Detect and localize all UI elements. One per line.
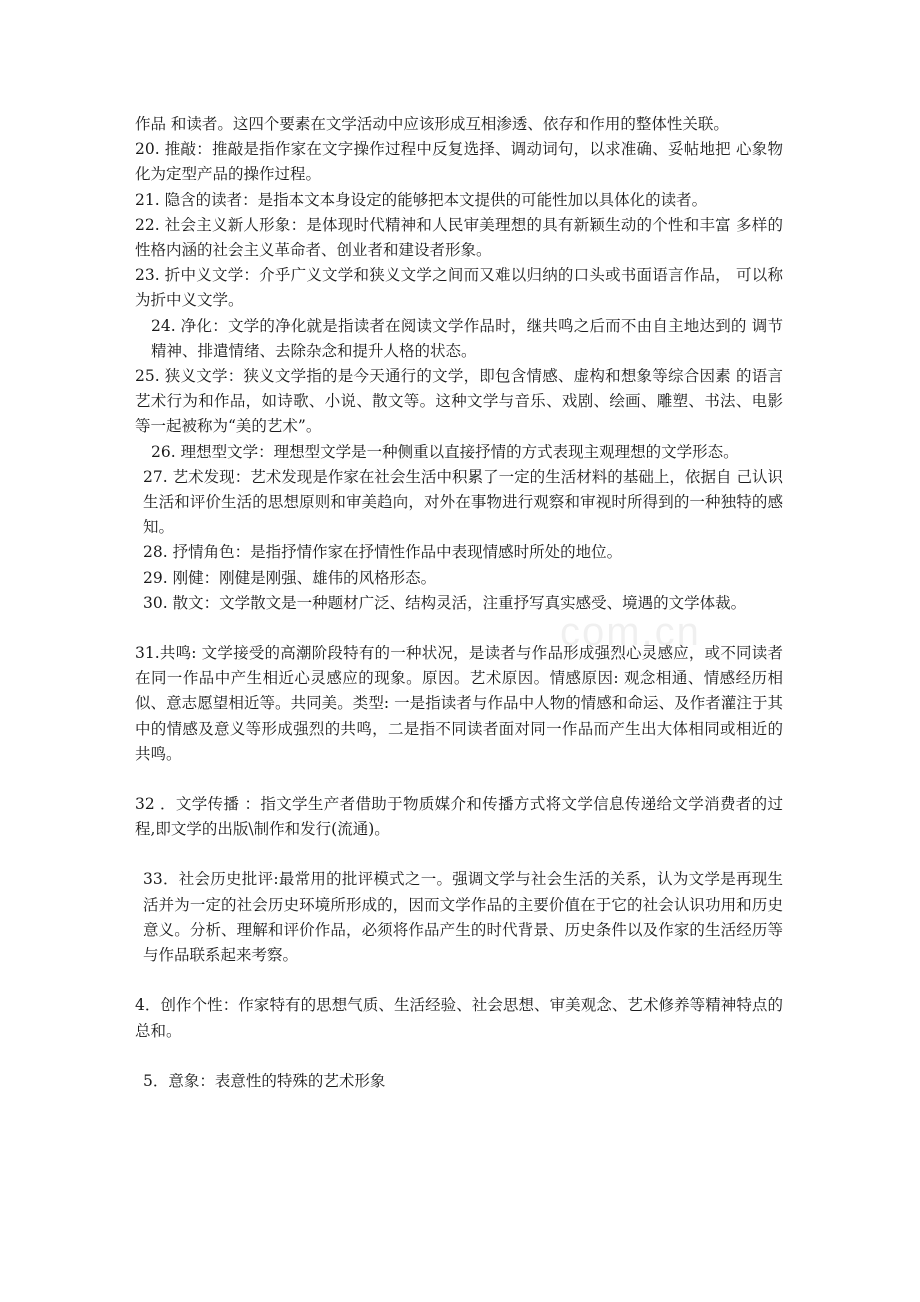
paragraph-spacer <box>135 767 783 792</box>
paragraph-28: 28. 抒情角色：是指抒情作家在抒情性作品中表现情感时所处的地位。 <box>143 543 623 562</box>
paragraph-33: 33．社会历史批评:最常用的批评模式之一。强调文学与社会生活的关系，认为文学是再现生活并为一定的社会历史环境所形成的，因而文学作品的主要价值在于它的社会认识功用和历史意义。分析、理解和评价作品，必须将作品产生的时代背景、历史条件以及作家的生活经历等与作品联系起来考察。 <box>143 870 783 965</box>
watermark-text: com.cn <box>560 610 701 654</box>
paragraph-32: 32 ．文学传播 ：指文学生产者借助于物质媒介和传播方式将文学信息传递给文学消费者的过 程,即文学的出版\制作和发行(流通)。 <box>135 795 783 839</box>
paragraph-29: 29. 刚健：刚健是刚强、雄伟的风格形态。 <box>143 568 437 587</box>
paragraph-26: 26. 理想型文学：理想型文学是一种侧重以直接抒情的方式表现主观理想的文学形态。 <box>151 442 739 461</box>
document-body <box>135 112 783 1094</box>
paragraph-4: 4．创作个性：作家特有的思想气质、生活经验、社会思想、审美观念、艺术修养等精神特点的总和。 <box>135 996 783 1040</box>
paragraph-20: 20. 推敲：推敲是指作家在文字操作过程中反复选择、调动词句，以求准确、妥帖地把 心象物化为定型产品的操作过程。 <box>135 140 783 184</box>
paragraph-30: 30. 散文：文学散文是一种题材广泛、结构灵活，注重抒写真实感受、境遇的文学体裁。 <box>143 593 747 612</box>
paragraph-spacer <box>135 842 783 867</box>
paragraph-27: 27. 艺术发现：艺术发现是作家在社会生活中积累了一定的生活材料的基础上，依据自 己认识生活和评价生活的思想原则和审美趋向，对外在事物进行观察和审视时所得到的一种独特的感知。 <box>143 467 783 537</box>
paragraph-5: 5．意象：表意性的特殊的艺术形象 <box>143 1071 386 1090</box>
paragraph-25: 25. 狭义文学：狭义文学指的是今天通行的文学，即包含情感、虚构和想象等综合因素 的语言艺术行为和作品，如诗歌、小说、散文等。这种文学与音乐、戏剧、绘画、雕塑、书法、电影等一起被称为“美的艺术”。 <box>135 367 783 436</box>
paragraph-24: 24. 净化：文学的净化就是指读者在阅读文学作品时，继共鸣之后而不由自主地达到的 调节精神、排遣情绪、去除杂念和提升人格的状态。 <box>151 316 783 360</box>
paragraph-intro: 作品 和读者。这四个要素在文学活动中应该形成互相渗透、依存和作用的整体性关联。 <box>135 115 729 133</box>
paragraph-23: 23. 折中义文学：介乎广义文学和狭义文学之间而又难以归纳的口头或书面语言作品， 可以称为折中义文学。 <box>135 266 783 310</box>
paragraph-spacer <box>135 616 783 641</box>
paragraph-spacer <box>135 968 783 993</box>
paragraph-22: 22. 社会主义新人形象：是体现时代精神和人民审美理想的具有新颖生动的个性和丰富 多样的性格内涵的社会主义革命者、创业者和建设者形象。 <box>135 215 783 260</box>
paragraph-21: 21. 隐含的读者：是指本文本身设定的能够把本文提供的可能性加以具体化的读者。 <box>135 190 708 209</box>
paragraph-spacer <box>135 1044 783 1069</box>
paragraph-31: 31.共鸣: 文学接受的高潮阶段特有的一种状况，是读者与作品形成强烈心灵感应，或不同读者在同一作品中产生相近心灵感应的现象。原因。艺术原因。情感原因: 观念相通、情感经历相似、意志愿望相近等。共同美。类型: 一是指读者与作品中人物的情感和命运、及作者灌注于其中的情感及意义等形成强烈的共鸣，二是指不同读者面对同一作品而产生出大体相同或相近的共鸣。 <box>135 644 783 763</box>
